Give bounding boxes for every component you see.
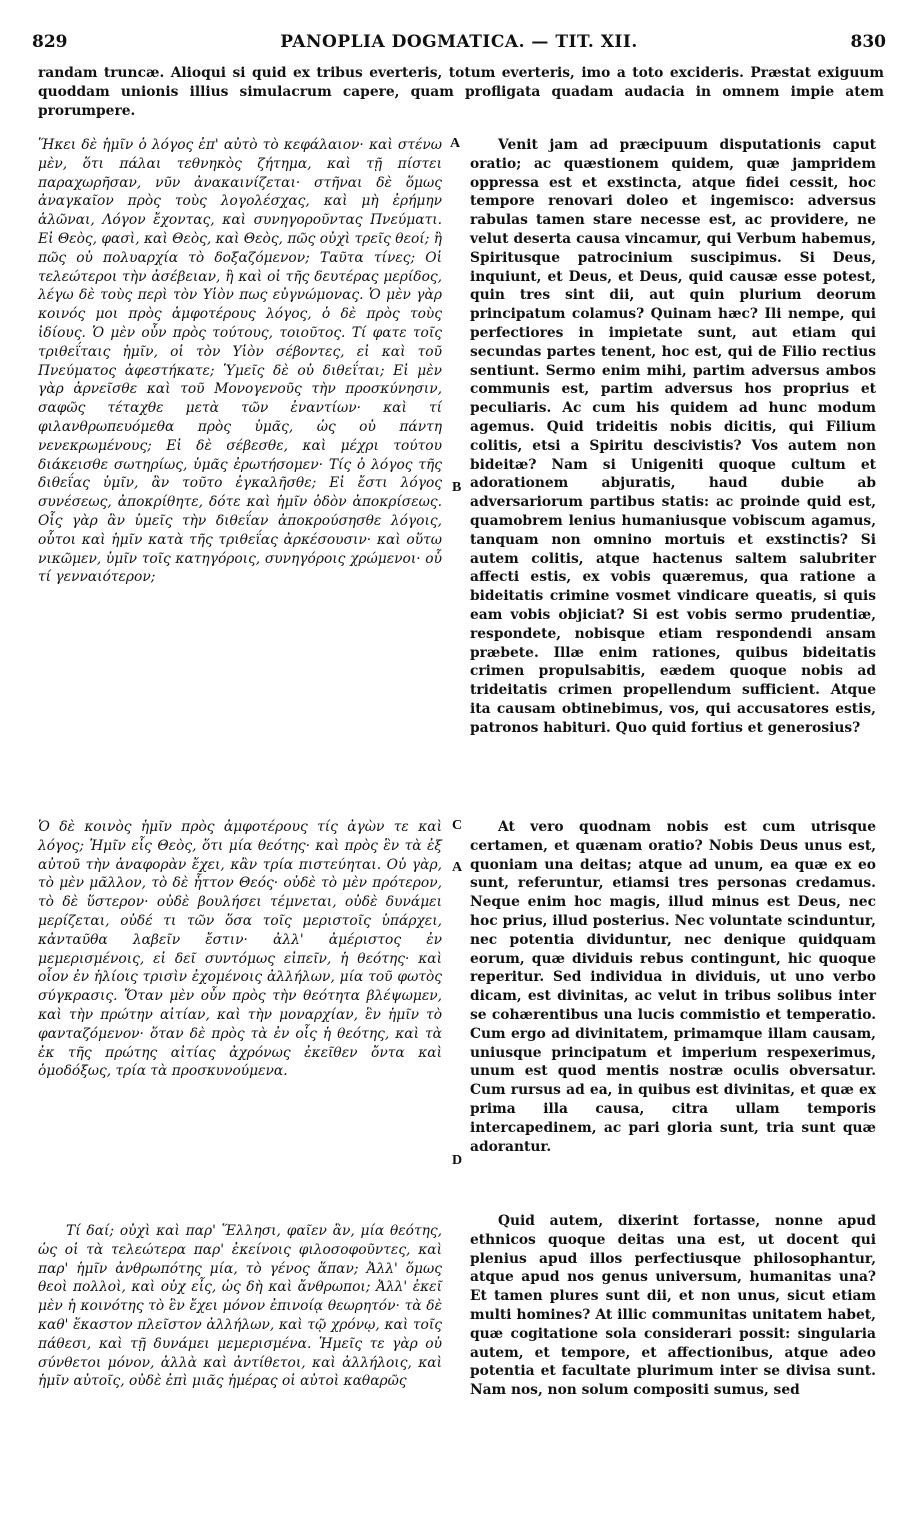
margin-marker-d: D xyxy=(452,1153,463,1168)
latin-paragraph-3: Quid autem, dixerint fortasse, nonne apud ethnicos quoque deitas una est, ut docent qui plenius apud illos perfectiusque philosophantur, atque apud nos genus universum, humanitas una? Et tamen plures sunt dii, et non unus, sicut etiam multi homines? At illic communitas unitatem habet, quæ cogitatione sola considerari possit: singularia autem, et tempore, et affectionibus, atque adeo potentia et facultate plurimum inter se divisa sunt. Nam nos, non solum compositi sumus, sed xyxy=(470,1213,876,1399)
page-number-left: 829 xyxy=(32,32,68,52)
continuation-paragraph: randam truncæ. Alioqui si quid ex tribus everteris, totum everteris, imo a toto excideris. Præstat exiguum quoddam unionis illius simulacrum capere, quam profligata quadam audacia in omnem impie atem prorumpere. xyxy=(38,65,884,119)
greek-column-block-2 xyxy=(38,818,442,1081)
running-title: PANOPLIA DOGMATICA. — TIT. XII. xyxy=(280,32,638,52)
greek-column-block-1 xyxy=(38,136,442,587)
latin-column-block-3 xyxy=(470,1212,876,1400)
margin-marker-a: A xyxy=(450,136,461,151)
latin-paragraph-1: Venit jam ad præcipuum disputationis caput oratio; ac quæstionem quidem, quæ jampridem oppressa est et exstincta, atque fidei cessit, hoc tempore renovari doleo et ingemisco: adversus rabulas tamen stare necesse est, ac providere, ne velut deserta causa vincamur, qui Verbum habemus, Spiritusque patrocinium suscipimus. Si Deus, inquiunt, et Deus, et Deus, quid causæ esse potest, quin tres sint dii, aut quin plurium deorum principatum colamus? Quinam hæc? Ili nempe, qui perfectiores in impietate sunt, aut etiam qui secundas partes tenent, hoc est, qui de Filio rectius sentiunt. Sermo enim mihi, partim adversus ambos communis est, partim adversus hos proprius et peculiaris. Ac cum his quidem ad hunc modum agemus. Quid trideitis nobis dicitis, qui Filium colitis, etsi a Spiritu descivistis? Vos autem non bideitæ? Nam si Unigeniti quoque cultum et adorationem abjuratis, haud dubie ab adversariorum partibus statis: ac proinde quid est, quamobrem lenius humaniusque vobiscum agamus, tanquam non omnino mortuis et exstinctis? Si autem colitis, atque hactenus saltem salubriter affecti estis, ex vobis quæremus, qua ratione a bideitatis crimine vosmet vindicare queatis, si quis eam vobis objiciat? Si est vobis sermo prudentiæ, respondete, nobisque etiam respondendi ansam præbete. Illæ enim rationes, quibus bideitatis crimen propulsabitis, eædem quoque nobis ad trideitatis crimen propellendum sufficient. Atque ita causam obtinebimus, vos, qui accusatores estis, patronos habituri. Quo quid fortius et generosius? xyxy=(470,137,876,736)
page-header xyxy=(32,32,886,56)
latin-column-block-1 xyxy=(470,136,876,738)
latin-paragraph-2: At vero quodnam nobis est cum utrisque certamen, et quænam oratio? Nobis Deus unus est, quoniam una deitas; atque ad unum, ea quæ ex eo sunt, referuntur, etiamsi tres personas credamus. Neque enim hoc magis, illud minus est Deus, nec hoc prius, illud posterius. Nec voluntate scinduntur, nec potentia dividuntur, nec denique quidquam eorum, quæ dividuis rebus contingunt, hic quoque reperitur. Sed individua in dividuis, ut uno verbo dicam, est divinitas, ac velut in tribus solibus inter se cohærentibus una lucis commistio et temperatio. Cum ergo ad divinitatem, primamque illam causam, uniusque principatum et imperium respexerimus, unum est quod mentis nostræ oculis obversatur. Cum rursus ad ea, in quibus est divinitas, et quæ ex prima illa causa, citra ullam temporis intercapedinem, ac pari gloria sunt, tria sunt quæ adorantur. xyxy=(470,819,876,1155)
margin-marker-a2: A xyxy=(452,860,463,875)
margin-marker-c: C xyxy=(452,818,463,833)
latin-column-block-2 xyxy=(470,818,876,1156)
greek-paragraph-2: Ὁ δὲ κοινὸς ἡμῖν πρὸς ἀμφοτέρους τίς ἀγὼν τε καὶ λόγος; Ἡμῖν εἷς Θεὸς, ὅτι μία θεότης· καὶ πρὸς ἓν τὰ ἐξ αὐτοῦ τὴν ἀναφορὰν ἔχει, κἂν τρία πιστεύηται. Οὐ γὰρ, τὸ μὲν μᾶλλον, τὸ δὲ ἧττον Θεός· οὐδὲ τὸ μὲν πρότερον, τὸ δὲ ὕστερον· οὐδὲ βουλήσει τέμνεται, οὐδὲ δυνάμει μερίζεται, οὐδέ τι τῶν ὅσα τοῖς μεριστοῖς ὑπάρχει, κἀνταῦθα λαβεῖν ἔστιν· ἀλλ' ἀμέριστος ἐν μεμερισμένοις, εἰ δεῖ συντόμως εἰπεῖν, ἡ θεότης· καὶ οἷον ἐν ἡλίοις τρισὶν ἐχομένοις ἀλλήλων, μία τοῦ φωτὸς σύγκρασις. Ὅταν μὲν οὖν πρὸς τὴν θεότητα βλέψωμεν, καὶ τὴν πρώτην αἰτίαν, καὶ τὴν μοναρχίαν, ἓν ἡμῖν τὸ φανταζόμενον· ὅταν δὲ πρὸς τὰ ἐν οἷς ἡ θεότης, καὶ τὰ ἐκ τῆς πρώτης αἰτίας ἀχρόνως ἐκεῖθεν ὄντα καὶ ὁμοδόξως, τρία τὰ προσκυνούμενα. xyxy=(38,819,442,1080)
greek-column-block-3 xyxy=(38,1222,442,1391)
margin-marker-b: B xyxy=(452,480,462,495)
greek-paragraph-3: Τί δαί; οὐχὶ καὶ παρ' Ἕλλησι, φαῖεν ἂν, μία θεότης, ὡς οἱ τὰ τελεώτερα παρ' ἐκείνοις φιλοσοφοῦντες, καὶ παρ' ἡμῖν ἀνθρωπότης μία, τὸ γένος ἅπαν; Ἀλλ' ὅμως θεοὶ πολλοὶ, καὶ οὐχ εἷς, ὡς δὴ καὶ ἄνθρωποι; Ἀλλ' ἐκεῖ μὲν ἡ κοινότης τὸ ἓν ἔχει μόνον ἐπινοίᾳ θεωρητόν· τὰ δὲ καθ' ἕκαστον πλεῖστον ἀλλήλων, καὶ τῷ χρόνῳ, καὶ τοῖς πάθεσι, καὶ τῇ δυνάμει μεμερισμένα. Ἡμεῖς τε γὰρ οὐ σύνθετοι μόνον, ἀλλὰ καὶ ἀντίθετοι, καὶ ἀλλήλοις, καὶ ἡμῖν αὐτοῖς, οὐδὲ ἐπὶ μιᾶς ἡμέρας οἱ αὐτοὶ καθαρῶς xyxy=(38,1223,442,1390)
page-number-right: 830 xyxy=(850,32,886,52)
greek-paragraph-1: Ἥκει δὲ ἡμῖν ὁ λόγος ἐπ' αὐτὸ τὸ κεφάλαιον· καὶ στένω μὲν, ὅτι πάλαι τεθνηκὸς ζήτημα, καὶ τῇ πίστει παραχωρῆσαν, νῦν ἀνακαινίζεται· στῆναι δὲ ὅμως ἀναγκαῖον πρὸς τοὺς λογολέσχας, καὶ μὴ ἐρήμην ἁλῶναι, Λόγον ἔχοντας, καὶ συνηγοροῦντας Πνεύματι. Εἰ Θεὸς, φασὶ, καὶ Θεὸς, καὶ Θεὸς, πῶς οὐχὶ τρεῖς θεοί; ἢ πῶς οὐ πολυαρχία τὸ δοξαζόμενον; Ταῦτα τίνες; Οἱ τελεώτεροι τὴν ἀσέβειαν, ἢ καὶ οἱ τῆς δευτέρας μερίδος, λέγω δὲ τοὺς περὶ τὸν Υἱὸν πως εὐγνώμονας. Ὁ μὲν γὰρ κοινός μοι πρὸς ἀμφοτέρους λόγος, ὁ δὲ πρὸς τοὺς ἰδίους. Ὁ μὲν οὖν πρὸς τούτους, τοιοῦτος. Τί φατε τοῖς τριθεΐταις ἡμῖν, οἱ τὸν Υἱὸν σέβοντες, εἰ καὶ τοῦ Πνεύματος ἀφεστήκατε; Ὑμεῖς δὲ οὐ διθεΐται; Εἰ μὲν γὰρ ἀρνεῖσθε καὶ τοῦ Μονογενοῦς τὴν προσκύνησιν, σαφῶς τέταχθε μετὰ τῶν ἐναντίων· καὶ τί φιλανθρωπευόμεθα πρὸς ὑμᾶς, ὡς οὐ πάντη νενεκρωμένους; Εἰ δὲ σέβεσθε, καὶ μέχρι τούτου διάκεισθε σωτηρίως, ὑμᾶς ἐρωτήσομεν· Τίς ὁ λόγος τῆς διθεΐας ὑμῖν, ἂν τοῦτο ἐγκαλῆσθε; Εἰ ἔστι λόγος συνέσεως, ἀποκρίθητε, δότε καὶ ἡμῖν ὁδὸν ἀποκρίσεως. Οἷς γὰρ ἂν ὑμεῖς τὴν διθεΐαν ἀποκρούσησθε λόγοις, οὗτοι καὶ ἡμῖν κατὰ τῆς τριθεΐας ἀρκέσουσιν· καὶ οὕτω νικῶμεν, ὑμῖν τοῖς κατηγόροις, συνηγόροις χρώμενοι· οὗ τί γενναιότερον; xyxy=(38,137,442,586)
